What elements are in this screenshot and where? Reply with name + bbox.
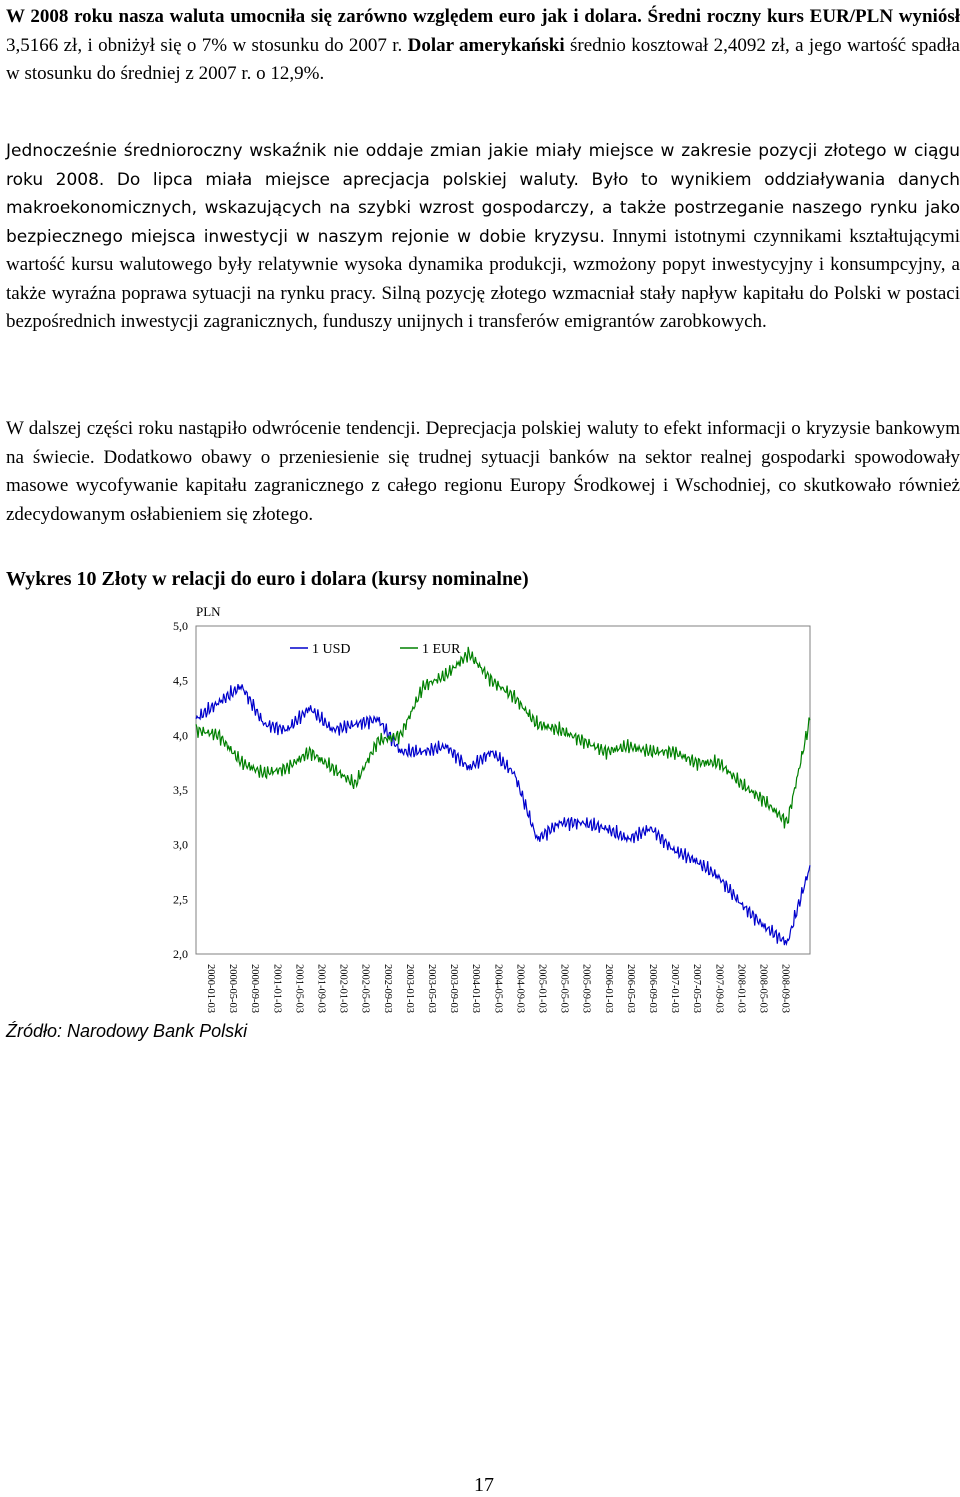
x-tick-label: 2001-05-03 (293, 964, 305, 1013)
x-tick-label: 2007-05-03 (691, 964, 703, 1013)
x-tick-label: 2000-05-03 (227, 964, 239, 1013)
y-tick-label: 2,0 (173, 947, 188, 961)
legend-label-eur: 1 EUR (422, 642, 461, 657)
paragraph-depreciation (6, 415, 960, 529)
p1-segment: średnio kosztował 2,4092 zł, a jego wartość spadła w stosunku do średniej z 2007 r. o 12,9%. (6, 34, 960, 84)
paragraph-intro (6, 3, 960, 89)
x-tick-label: 2004-09-03 (514, 964, 526, 1013)
y-tick-label: 4,0 (173, 728, 188, 743)
page-number: 17 (474, 1474, 494, 1496)
x-tick-label: 2003-09-03 (448, 964, 460, 1013)
x-tick-label: 2002-05-03 (359, 964, 371, 1013)
x-tick-label: 2005-01-03 (536, 964, 548, 1013)
p1-segment: W 2008 roku nasza waluta umocniła się zarówno względem euro jak i dolara. Średni roczny kurs EUR/PLN wyniósł (6, 6, 960, 27)
x-tick-label: 2000-09-03 (249, 964, 261, 1013)
x-axis-ticks (205, 964, 791, 1013)
chart-title: Wykres 10 Złoty w relacji do euro i dolara (kursy nominalne) (6, 568, 529, 590)
y-axis-ticks (173, 619, 188, 961)
x-tick-label: 2006-05-03 (624, 964, 636, 1013)
exchange-rate-chart (6, 598, 826, 1018)
paragraph-appreciation (6, 137, 960, 337)
x-tick-label: 2005-09-03 (580, 964, 592, 1013)
p2-segment: Było to wynikiem oddziaływania danych makroekonomicznych, wskazujących na szybki wzrost gospodarczy, a także postrzeganie naszego rynku jako bezpiecznego miejsca inwestycji w naszym rejonie w dobie kryzysu. (6, 169, 960, 247)
p1-segment: Dolar amerykański (407, 34, 565, 56)
x-tick-label: 2006-09-03 (647, 964, 658, 1013)
x-tick-label: 2008-01-03 (735, 964, 747, 1013)
y-tick-label: 5,0 (173, 619, 188, 633)
x-tick-label: 2001-01-03 (271, 964, 283, 1013)
x-tick-label: 2004-01-03 (470, 964, 482, 1013)
x-tick-label: 2000-01-03 (205, 964, 216, 1013)
y-tick-label: 3,5 (173, 783, 188, 797)
x-tick-label: 2006-01-03 (602, 964, 614, 1013)
x-tick-label: 2007-01-03 (669, 964, 681, 1013)
x-tick-label: 2001-09-03 (315, 964, 327, 1013)
y-tick-label: 3,0 (173, 837, 188, 852)
y-tick-label: 2,5 (173, 892, 188, 907)
plot-area (196, 626, 810, 954)
p2-segment: Innymi istotnymi czynnikami kształtującymi wartość kursu walutowego były relatywnie wysoka dynamika produkcji, wzmożony popyt inwestycyjny i konsumpcyjny, a także wyraźna poprawa sytuacji na rynku pracy. Silną pozycję złotego wzmacniał stały napływ kapitału do Polski w postaci bezpośrednich inwestycji zagranicznych, funduszy unijnych i transferów emigrantów zarobkowych. (6, 225, 960, 332)
x-tick-label: 2003-01-03 (403, 964, 415, 1013)
y-axis-label: PLN (196, 604, 221, 619)
p2-segment: Jednocześnie średnioroczny wskaźnik nie oddaje zmian jakie miały miejsce w zakresie pozycji złotego w ciągu roku 2008. Do lipca miała miejsce aprecjacja polskiej waluty. (6, 141, 960, 190)
p1-segment: 3,5166 zł, i obniżył się o 7% w stosunku do 2007 r. (6, 34, 408, 56)
legend-label-usd: 1 USD (312, 642, 351, 657)
x-tick-label: 2005-05-03 (558, 964, 570, 1013)
y-tick-label: 4,5 (173, 673, 188, 688)
x-tick-label: 2003-05-03 (426, 964, 437, 1013)
x-tick-label: 2002-09-03 (381, 964, 393, 1013)
x-tick-label: 2002-01-03 (337, 964, 349, 1013)
x-tick-label: 2008-05-03 (757, 964, 769, 1013)
x-tick-label: 2008-09-03 (779, 964, 791, 1013)
p3-segment: W dalszej części roku nastąpiło odwrócenie tendencji. Deprecjacja polskiej waluty to efekt informacji o kryzysie bankowym na świecie. Dodatkowo obawy o przeniesienie się trudnej sytuacji banków na sektor realnej gospodarki spowodowały masowe wycofywanie kapitału zagranicznego z całego regionu Europy Środkowej i Wschodniej, co skutkowało również zdecydowanym osłabieniem się złotego. (6, 418, 960, 525)
x-tick-label: 2004-05-03 (492, 964, 504, 1013)
x-tick-label: 2007-09-03 (713, 964, 725, 1013)
source-note: Źródło: Narodowy Bank Polski (6, 1021, 248, 1041)
